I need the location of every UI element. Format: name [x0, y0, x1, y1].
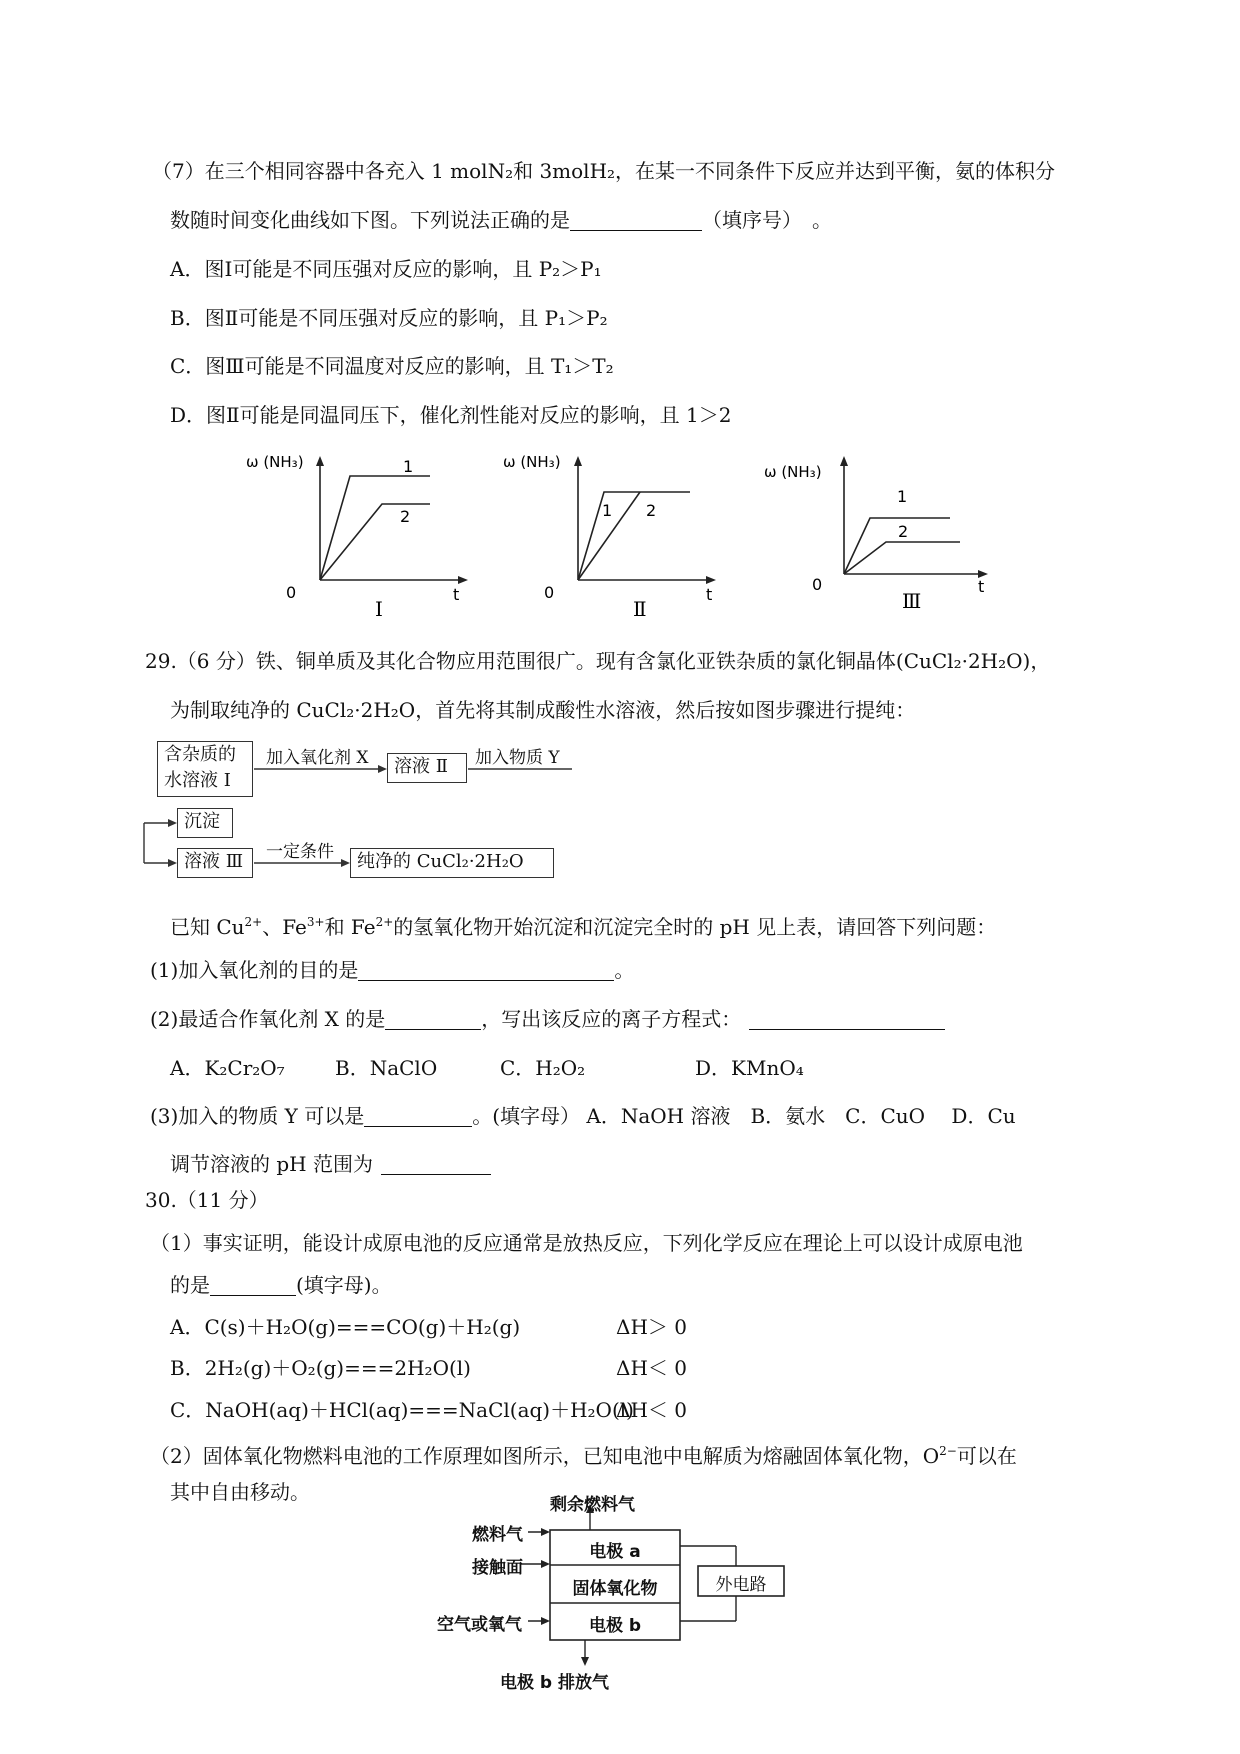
q30-part1-line2 — [170, 1271, 392, 1299]
flow-box-impure-line2: 水溶液 Ⅰ — [164, 770, 231, 791]
flow-arrow3-label: 一定条件 — [266, 842, 334, 862]
q29-sub3-ph — [170, 1150, 491, 1178]
flow-arrow2-label: 加入物质 Y — [475, 748, 560, 768]
q29-known-c: 和 Fe — [324, 915, 376, 939]
flow-box-impure-line1: 含杂质的 — [164, 744, 236, 765]
q30-part2-text: （2）固体氧化物燃料电池的工作原理如图所示，已知电池中电解质为熔融固体氧化物，O — [150, 1444, 940, 1468]
q7-line2 — [170, 206, 832, 234]
q30-part2-sup: 2− — [939, 1444, 957, 1458]
graph-2-label-2: 2 — [646, 501, 657, 520]
graph-1-curve-2 — [320, 476, 430, 580]
q30-dh-c: ΔH＜ 0 — [616, 1398, 687, 1422]
cell-electrode-a: 电极 a — [589, 1542, 641, 1562]
graph-1-ylabel: ω (NH₃) — [246, 453, 304, 471]
graph-1-label-2: 2 — [400, 507, 411, 526]
q29-known-sup2: 3+ — [306, 915, 325, 929]
q29-sub2-equation-blank[interactable] — [749, 1007, 945, 1030]
q29-known-a: 已知 Cu — [170, 915, 245, 939]
q30-reaction-a: A．C(s)＋H₂O(g)===CO(g)＋H₂(g) — [170, 1315, 521, 1339]
q30-part2-text2: 可以在 — [956, 1444, 1017, 1468]
q29-sub3-blank[interactable] — [364, 1104, 472, 1127]
flow-arrow1-label: 加入氧化剂 X — [266, 748, 369, 768]
q7-line2-end: （填序号） 。 — [702, 208, 832, 232]
flow-box-pure-product: 纯净的 CuCl₂·2H₂O — [350, 848, 554, 878]
q29-sub1-blank[interactable] — [358, 958, 614, 981]
q7-option-b: B．图Ⅱ可能是不同压强对反应的影响，且 P₁＞P₂ — [170, 306, 608, 330]
q29-sub1-text: (1)加入氧化剂的目的是 — [150, 958, 359, 982]
cell-stack — [550, 1530, 680, 1640]
q7-option-d: D．图Ⅱ可能是同温同压下，催化剂性能对反应的影响，且 1＞2 — [170, 403, 732, 427]
q29-known-sup3: 2+ — [375, 915, 394, 929]
q29-opt-c: C．H₂O₂ — [500, 1056, 586, 1080]
q29-opt-d: D．KMnO₄ — [695, 1056, 804, 1080]
q29-sub3-ph-blank[interactable] — [381, 1152, 491, 1175]
graph-2 — [500, 450, 740, 625]
graph-3-curve-1 — [844, 518, 950, 574]
q29-sub1 — [150, 956, 634, 984]
graph-3-origin: 0 — [812, 575, 823, 594]
cell-air-oxygen-label: 空气或氧气 — [437, 1615, 522, 1635]
graph-1-curve-1 — [320, 504, 430, 580]
q30-dh-b: ΔH＜ 0 — [616, 1356, 687, 1380]
graph-3-label-1: 1 — [897, 487, 908, 506]
graph-2-curve-1 — [578, 492, 690, 580]
graph-3-xlabel: t — [978, 577, 985, 596]
graph-2-ylabel: ω (NH₃) — [503, 453, 561, 471]
q30-part1-end: (填字母)。 — [296, 1273, 392, 1297]
q29-opt-b: B．NaClO — [335, 1056, 438, 1080]
q29-sub3-options: 。(填字母） A．NaOH 溶液 B．氨水 C．CuO D．Cu — [472, 1104, 1016, 1128]
q30-part1-text: 的是 — [170, 1273, 210, 1297]
q7-answer-blank[interactable] — [570, 208, 702, 231]
graph-1-roman: Ⅰ — [375, 597, 383, 621]
flow-box-solution-3: 溶液 Ⅲ — [177, 848, 253, 878]
fuel-cell-diagram — [420, 1490, 820, 1693]
cell-remaining-fuel-label: 剩余燃料气 — [550, 1495, 635, 1515]
cell-contact-surface-label: 接触面 — [472, 1558, 523, 1578]
graph-2-xlabel: t — [706, 585, 713, 604]
q29-sub2-text: (2)最适合作氧化剂 X 的是 — [150, 1007, 386, 1031]
q7-line2-text: 数随时间变化曲线如下图。下列说法正确的是 — [170, 208, 570, 232]
q29-sub1-end: 。 — [614, 958, 635, 982]
q30-part1-line1: （1）事实证明，能设计成原电池的反应通常是放热反应，下列化学反应在理论上可以设计成原电池 — [150, 1231, 1023, 1255]
q30-heading: 30.（11 分） — [145, 1188, 269, 1212]
graph-1-origin: 0 — [286, 583, 297, 602]
q7-option-a: A．图Ⅰ可能是不同压强对反应的影响，且 P₂＞P₁ — [170, 257, 602, 281]
q29-known-b: 、Fe — [262, 915, 307, 939]
graph-3-ylabel: ω (NH₃) — [764, 463, 822, 481]
cell-solid-oxide: 固体氧化物 — [572, 1579, 658, 1599]
graph-1 — [240, 450, 480, 625]
q29-known-sup1: 2+ — [244, 915, 263, 929]
flow-box-precipitate: 沉淀 — [177, 808, 233, 838]
flow-box-solution-2: 溶液 Ⅱ — [387, 753, 467, 783]
q29-sub2-blank[interactable] — [385, 1007, 481, 1030]
q29-line1: 29.（6 分）铁、铜单质及其化合物应用范围很广。现有含氯化亚铁杂质的氯化铜晶体(CuCl₂·2H₂O)， — [145, 649, 1051, 673]
q30-reaction-b: B．2H₂(g)＋O₂(g)===2H₂O(l) — [170, 1356, 471, 1380]
q7-option-c: C．图Ⅲ可能是不同温度对反应的影响，且 T₁＞T₂ — [170, 354, 614, 378]
cell-external-circuit: 外电路 — [715, 1575, 767, 1595]
q29-line2: 为制取纯净的 CuCl₂·2H₂O，首先将其制成酸性水溶液，然后按如图步骤进行提纯： — [170, 698, 916, 722]
graph-3-label-2: 2 — [898, 522, 909, 541]
q30-part2-line1 — [150, 1437, 1017, 1470]
graph-2-label-1: 1 — [602, 501, 613, 520]
q7-line1: （7）在三个相同容器中各充入 1 molN₂和 3molH₂，在某一不同条件下反应并达到平衡，氨的体积分 — [152, 159, 1056, 183]
graph-1-label-1: 1 — [403, 457, 414, 476]
graph-3-roman: Ⅲ — [902, 589, 922, 613]
cell-electrode-b-exhaust-label: 电极 b 排放气 — [500, 1673, 610, 1693]
q29-known-d: 的氢氧化物开始沉淀和沉淀完全时的 pH 见上表，请回答下列问题： — [393, 915, 997, 939]
q30-part2-line2: 其中自由移动。 — [170, 1480, 310, 1504]
q29-sub3 — [150, 1102, 1016, 1130]
q29-sub3-ph-text: 调节溶液的 pH 范围为 — [170, 1152, 373, 1176]
cell-electrode-b: 电极 b — [588, 1616, 642, 1636]
flow-arrows — [140, 740, 580, 890]
graph-2-roman: Ⅱ — [633, 597, 647, 621]
q30-part1-blank[interactable] — [210, 1273, 296, 1296]
graph-3 — [760, 450, 1000, 625]
q29-sub2 — [150, 1005, 945, 1033]
q29-sub3-text: (3)加入的物质 Y 可以是 — [150, 1104, 365, 1128]
q29-opt-a: A．K₂Cr₂O₇ — [170, 1056, 285, 1080]
q30-dh-a: ΔH＞ 0 — [616, 1315, 687, 1339]
q30-reaction-c: C．NaOH(aq)＋HCl(aq)===NaCl(aq)＋H₂O(l) — [170, 1398, 634, 1422]
q29-known — [170, 908, 996, 941]
q29-sub2-options — [170, 1054, 804, 1082]
cell-fuel-gas-label: 燃料气 — [472, 1525, 523, 1545]
graph-1-xlabel: t — [453, 585, 460, 604]
graph-2-origin: 0 — [544, 583, 555, 602]
q29-sub2-text2: ，写出该反应的离子方程式： — [481, 1007, 742, 1031]
graph-3-curve-2 — [844, 542, 960, 574]
